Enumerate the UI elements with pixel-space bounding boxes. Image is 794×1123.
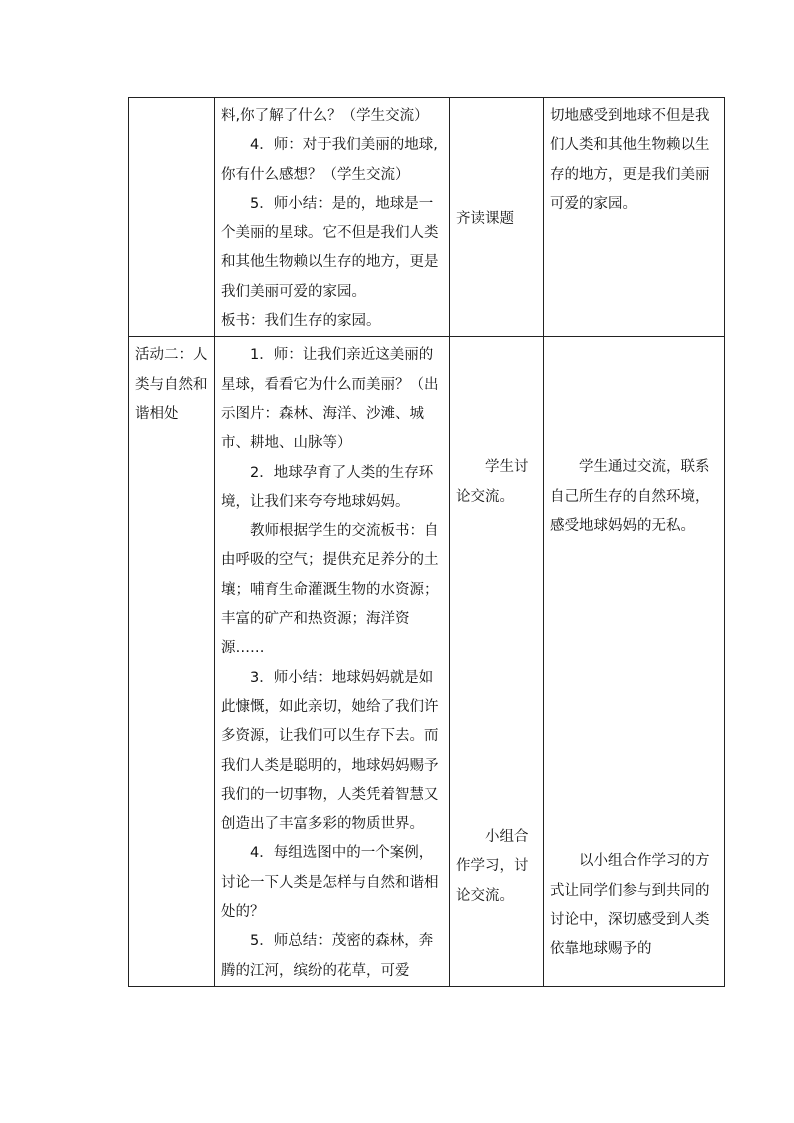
content-paragraph: 4．每组选图中的一个案例，讨论一下人类是怎样与自然和谐相处的？	[221, 845, 439, 921]
design-intent-text: 以小组合作学习的方式让同学们参与到共同的讨论中，深切感受到人类依靠地球赐予的	[550, 853, 710, 958]
spacer	[550, 541, 718, 847]
design-intent-text: 切地感受到地球不但是我们人类和其他生物赖以生存的地方，更是我们美丽可爱的家园。	[550, 108, 710, 212]
student-activity-text: 齐读课题	[456, 210, 514, 227]
content-cell	[215, 98, 450, 337]
student-activity-cell	[450, 337, 544, 987]
content-paragraph: 5．师总结：茂密的森林，奔腾的江河，缤纷的花草，可爱	[221, 933, 434, 979]
student-activity-text: 小组合作学习，讨论交流。	[456, 828, 529, 904]
lesson-plan-table	[128, 97, 725, 987]
content-paragraph: 板书：我们生存的家园。	[221, 313, 381, 330]
activity-cell	[129, 337, 215, 987]
content-paragraph: 料,你了解了什么？（学生交流）	[221, 108, 429, 124]
spacer	[550, 341, 718, 397]
table-row	[129, 98, 725, 337]
design-intent-text: 学生通过交流，联系自己所生存的自然环境，感受地球妈妈的无私。	[550, 459, 710, 534]
content-paragraph: 3．师小结：地球妈妈就是如此慷慨，如此亲切，她给了我们许多资源，让我们可以生存下去。而我们人类是聪明的，地球妈妈赐予我们的一切事物，人类凭着智慧又创造出了丰富多彩的物质世界。	[221, 669, 439, 833]
student-activity-cell	[450, 98, 544, 337]
spacer	[456, 512, 537, 823]
content-paragraph: 5．师小结：是的，地球是一个美丽的星球。它不但是我们人类和其他生物赖以生存的地方，更是我们美丽可爱的家园。	[221, 195, 439, 300]
activity-label: 活动二：人类与自然和谐相处	[135, 347, 208, 422]
content-paragraph: 2．地球孕育了人类的生存环境，让我们来夸夸地球妈妈。	[221, 464, 434, 510]
student-activity-text: 学生讨论交流。	[456, 459, 529, 505]
content-cell	[215, 337, 450, 987]
spacer	[550, 397, 718, 453]
spacer	[456, 341, 537, 397]
table-row	[129, 337, 725, 987]
content-paragraph: 1．师：让我们亲近这美丽的星球，看看它为什么而美丽？（出示图片：森林、海洋、沙滩、城市、耕地、山脉等）	[221, 347, 439, 452]
activity-cell	[129, 98, 215, 337]
spacer	[456, 397, 537, 453]
design-intent-cell	[544, 337, 725, 987]
content-paragraph: 教师根据学生的交流板书：自由呼吸的空气；提供充足养分的土壤；哺育生命灌溉生物的水资源；丰富的矿产和热资源；海洋资源……	[221, 523, 439, 657]
content-paragraph: 4．师：对于我们美丽的地球,你有什么感想？（学生交流）	[221, 137, 438, 183]
design-intent-cell	[544, 98, 725, 337]
